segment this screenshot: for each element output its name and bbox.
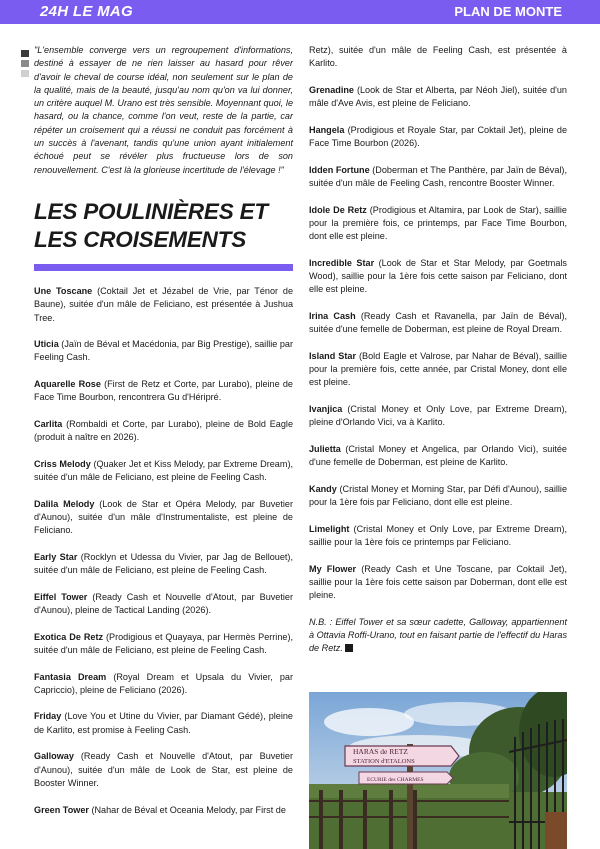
- mare-entry: [309, 563, 567, 603]
- page-header: [0, 0, 600, 24]
- mare-details: (Look de Star et Alberta, par Néoh Jiel), suitée d'un mâle d'Ave Avis, est pleine de Feliciano.: [309, 84, 567, 109]
- haras-photo: [309, 692, 567, 849]
- mare-entry: [34, 750, 293, 790]
- mare-name: Fantasia Dream: [34, 671, 107, 682]
- mare-entry: [309, 483, 567, 510]
- mare-details: (Look de Star et Opéra Melody, par Buvetier d'Aunou), suitée d'un mâle d'Instrumentaliste, est pleine de Feliciano.: [34, 498, 293, 536]
- mare-details: (Bold Eagle et Valrose, par Nahar de Béval), saillie pour la première fois, cette année, par Cristal Money, dont elle est pleine.: [309, 350, 567, 388]
- mare-name: Hangela: [309, 124, 345, 135]
- mare-details: (Doberman et The Panthère, par Jaïn de Béval), suitée d'un mâle de Feeling Cash, rencontre Booster Winner.: [309, 164, 567, 188]
- mare-details: (Cristal Money et Morning Star, par Défi d'Aunou), saillie pour la 1ère fois par Feliciano, dont elle est pleine.: [309, 483, 567, 508]
- mare-entry: [309, 443, 567, 470]
- footnote: [309, 616, 567, 656]
- mare-details: (Cristal Money et Only Love, par Extreme Dream), saillie pour la 1ère fois ce printemps par Feliciano.: [309, 523, 567, 547]
- mare-name: Limelight: [309, 523, 350, 534]
- mare-name: Grenadine: [309, 84, 354, 95]
- quote-marker: [21, 50, 29, 80]
- mare-details: (Quaker Jet et Kiss Melody, par Extreme Dream), suitée d'un mâle de Feliciano, est pleine de Feeling Cash.: [34, 458, 293, 483]
- sign-text-3: ECURIE des CHARMES: [367, 777, 424, 783]
- mare-details: (Rombaldi et Corte, par Lurabo), pleine de Bold Eagle (produit à naître en 2026).: [34, 418, 293, 443]
- mare-details: (Prodigious et Royale Star, par Coktail Jet), pleine de Face Time Bourbon (2026).: [309, 124, 567, 149]
- mare-list-right: [309, 44, 567, 602]
- sign-text-2: STATION d'ETALONS: [353, 758, 415, 765]
- mare-entry: [309, 124, 567, 151]
- mare-name: Early Star: [34, 551, 78, 562]
- mare-details: (Ready Cash et Ravanella, par Jaïn de Béval), suitée d'une femelle de Doberman, est pleine de Royal Dream.: [309, 310, 568, 335]
- mare-details: (Ready Cash et Nouvelle d'Atout, par Buvetier d'Aunou), suitée d'un mâle de Look de Star, est pleine de Booster Winner.: [34, 751, 293, 788]
- mare-name: Ivanjica: [309, 404, 343, 415]
- mare-details: (Prodigious et Altamira, par Look de Star), saillie pour la première fois, ce printemps, par Face Time Bourbon, dont elle est pleine.: [309, 204, 567, 242]
- pull-quote: "L'ensemble converge vers un regroupement d'informations, destiné à essayer de ne rien laisser au hasard pour rêver d'avoir le cheval de course idéal, non seulement sur le plan de la qualité, mais de la beauté, jusqu'au nom qu'on va lui donner, un critère auquel M. Urano est très sensible. Moyennant quoi, le hasard, ou la chance, comme l'on veut, reste de la partie, car répéter un croisement qui a réussi ne conduit pas forcément à un succès à l'avenant, tandis qu'une union ayant initialement échoué peut se révéler plus fructueuse lors de son renouvellement. C'est là la glorieuse incertitude de l'élevage !": [34, 45, 293, 175]
- mare-name: Aquarelle Rose: [34, 379, 101, 390]
- mare-details: (Jaïn de Béval et Macédonia, par Big Prestige), saillie par Feeling Cash.: [34, 339, 293, 363]
- mare-entry: [309, 164, 567, 191]
- sign-text-1: HARAS de RETZ: [353, 747, 408, 756]
- mare-entry: [34, 285, 293, 325]
- mare-details: (Ready Cash et Nouvelle d'Atout, par Buvetier d'Aunou), pleine de Tactical Landing (2026).: [34, 591, 293, 616]
- mare-details: (Cristal Money et Only Love, par Extreme Dream), pleine d'Orlando Vici, va à Karlito.: [309, 404, 567, 428]
- right-column: [309, 44, 567, 656]
- mare-entry: [34, 591, 293, 618]
- mare-details: (Look de Star et Star Melody, par Goetmals Wood), saillie pour la 1ère fois cette saison par Feliciano, dont elle est pleine.: [309, 257, 567, 295]
- mare-name: Kandy: [309, 483, 337, 494]
- mare-name: Julietta: [309, 443, 341, 454]
- mare-entry: [34, 498, 293, 538]
- mare-entry: [309, 204, 567, 244]
- mare-name: My Flower: [309, 563, 357, 574]
- mare-entry: [309, 350, 567, 390]
- mare-entry: [309, 310, 567, 337]
- mare-entry: [34, 551, 293, 578]
- mare-entry: [309, 403, 567, 430]
- mare-entry: [309, 523, 567, 550]
- mare-details: (Ready Cash et Une Toscane, par Coktail Jet), saillie pour la 1ère fois cette saison par Doberman, dont elle est pleine.: [309, 563, 567, 601]
- mare-entry: [309, 257, 567, 297]
- mare-name: Criss Melody: [34, 458, 91, 469]
- section-title: LES POULINIÈRES ET LES CROISEMENTS: [34, 198, 268, 252]
- mare-name: Friday: [34, 711, 62, 722]
- mare-name: Galloway: [34, 751, 74, 762]
- mare-name: Carlita: [34, 418, 63, 429]
- mare-list-left: [34, 285, 293, 817]
- mare-entry: [309, 84, 567, 111]
- end-mark: [345, 644, 353, 652]
- title-underline: [34, 264, 293, 271]
- mare-entry: [34, 338, 293, 365]
- mare-name: Irina Cash: [309, 310, 356, 321]
- mare-name: Uticia: [34, 339, 59, 350]
- photo-illustration: [309, 692, 567, 849]
- mare-details: (Coktail Jet et Jézabel de Vrie, par Ténor de Baune), suitée d'un mâle de Feliciano, est présentée à Jushua Tree.: [34, 285, 293, 323]
- mare-entry: [34, 671, 293, 698]
- mare-name: Idole De Retz: [309, 204, 367, 215]
- mare-details: (Love You et Utine du Vivier, par Diamant Gédé), pleine de Karlito, est promise à Feeling Cash.: [34, 711, 293, 735]
- mare-name: Eiffel Tower: [34, 591, 88, 602]
- section-label: PLAN DE MONTE: [454, 4, 562, 19]
- mare-name: Une Toscane: [34, 285, 93, 296]
- mare-details: (Royal Dream et Upsala du Vivier, par Capriccio), pleine de Feliciano (2026).: [34, 671, 293, 695]
- mare-name: Incredible Star: [309, 257, 375, 268]
- mare-entry: [34, 804, 293, 817]
- mare-entry: [309, 44, 567, 71]
- mare-details: (Prodigious et Quayaya, par Hermès Perrine), suitée d'un mâle de Feliciano, est pleine de Feeling Cash.: [34, 631, 293, 655]
- mare-details: Retz), suitée d'un mâle de Feeling Cash, est présentée à Karlito.: [309, 45, 567, 69]
- mare-name: Idden Fortune: [309, 164, 370, 175]
- mare-details: (First de Retz et Corte, par Lurabo), pleine de Face Time Bourbon, rencontrera Gu d'Héripré.: [34, 379, 293, 403]
- mare-name: Exotica De Retz: [34, 631, 104, 642]
- mare-entry: [34, 631, 293, 658]
- magazine-brand: 24H LE MAG: [40, 3, 134, 20]
- mare-entry: [34, 418, 293, 445]
- mare-name: Island Star: [309, 350, 356, 361]
- mare-details: (Nahar de Béval et Oceania Melody, par First de: [88, 804, 286, 815]
- footnote-text: N.B. : Eiffel Tower et sa sœur cadette, Galloway, appartiennent à Ottavia Roffi-Urano, tout en faisant partie de l'effectif du Haras de Retz.: [309, 616, 568, 654]
- mare-entry: [34, 458, 293, 485]
- mare-details: (Rocklyn et Udessa du Vivier, par Jag de Bellouet), suitée d'un mâle de Feliciano, est pleine de Feeling Cash.: [34, 551, 293, 576]
- left-column: [34, 44, 293, 830]
- mare-entry: [34, 710, 293, 737]
- mare-name: Dalila Melody: [34, 498, 95, 509]
- mare-name: Green Tower: [34, 804, 89, 815]
- mare-details: (Cristal Money et Angelica, par Orlando Vici), suitée d'une femelle de Doberman, est pleine de Karlito.: [309, 443, 567, 468]
- mare-entry: [34, 378, 293, 405]
